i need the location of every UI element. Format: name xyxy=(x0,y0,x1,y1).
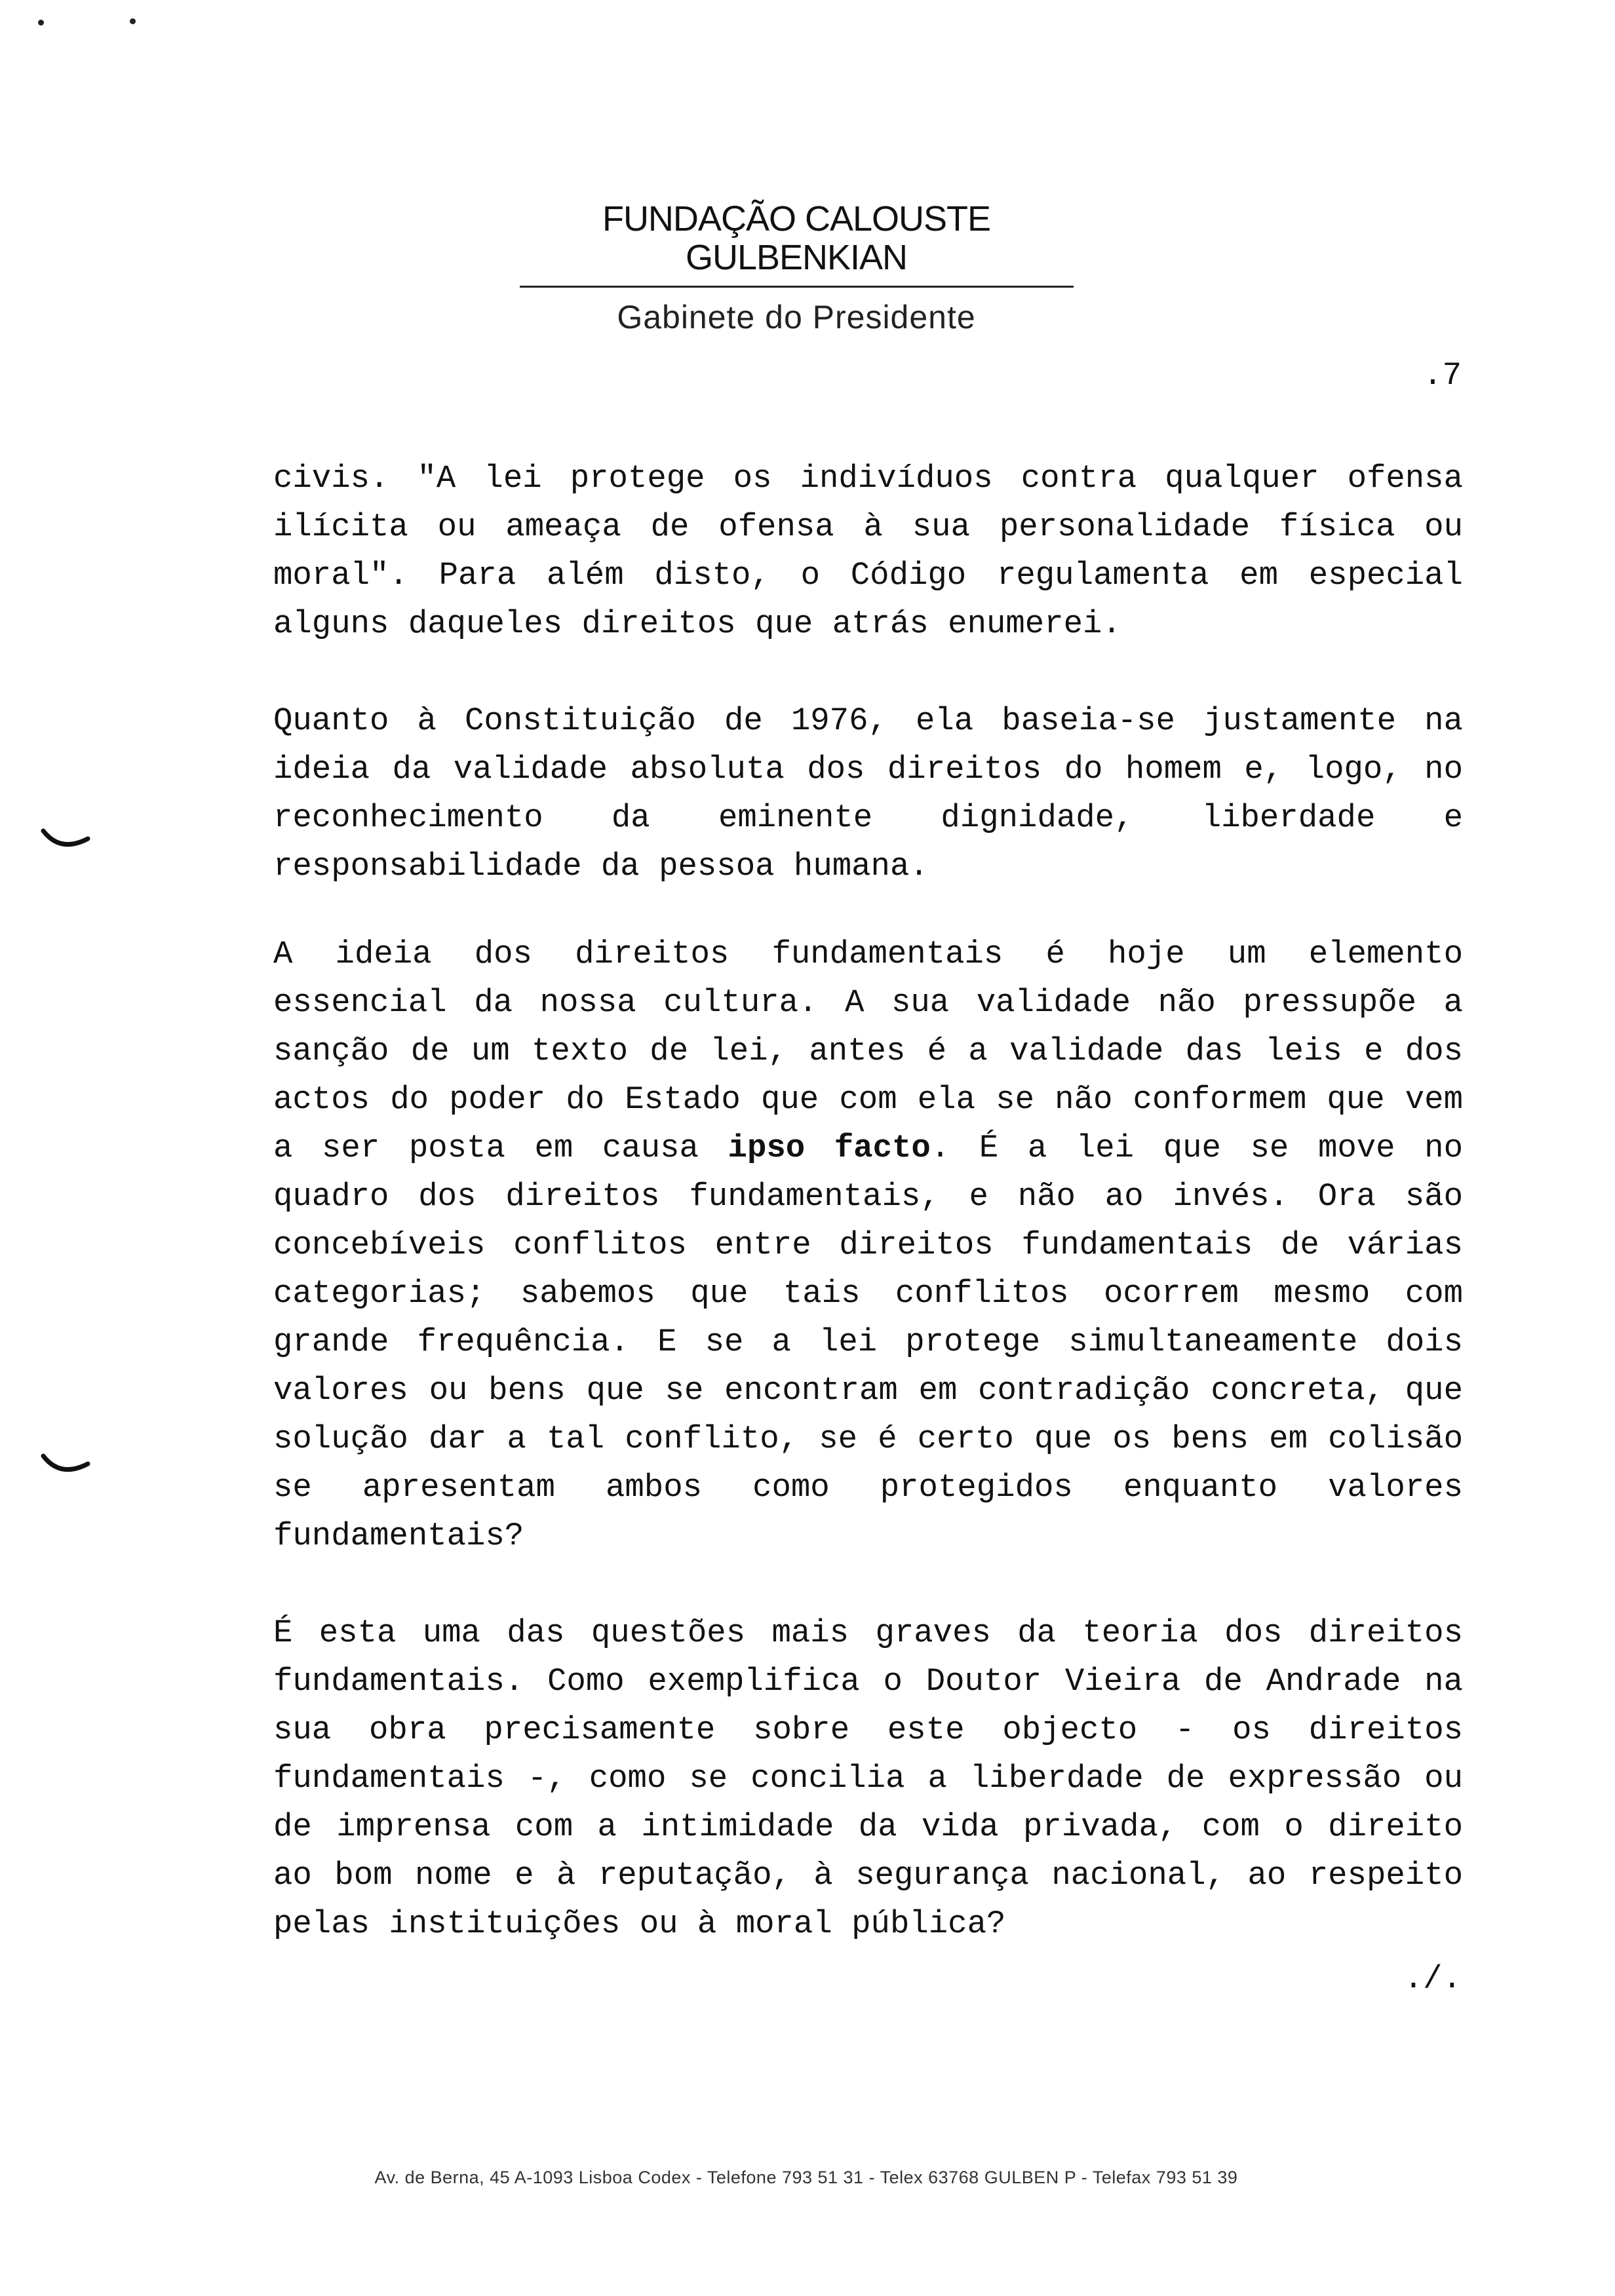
paragraph-4: É esta uma das questões mais graves da teoria dos direitos fundamentais. Como exemplifica o Doutor Vieira de Andrade na sua obra precisamente sobre este objecto - os direitos fundamentais -, como se concilia a liberdade de expressão ou de imprensa com a intimidade da vida privada, com o direito ao bom nome e à reputação, à segurança nacional, ao respeito pelas instituições ou à moral pública? xyxy=(273,1615,1463,1942)
letter-body xyxy=(273,454,1463,1948)
hole-punch-mark-lower xyxy=(41,1452,93,1477)
continuation-mark: ./. xyxy=(1403,1961,1462,1997)
latin-emphasis: ipso facto xyxy=(728,1130,931,1166)
paragraph-3-text-end: . É a lei que se move no quadro dos direitos fundamentais, e não ao invés. Ora são concebíveis conflitos entre direitos fundamentais de várias categorias; sabemos que tais conflitos ocorrem mesmo com grande frequência. E se a lei protege simultaneamente dois valores ou bens que se encontram em contradição concreta, que solução dar a tal conflito, se é certo que os bens em colisão se apresentam ambos como protegidos enquanto valores fundamentais? xyxy=(273,1130,1463,1554)
paragraph-3 xyxy=(273,930,1463,1560)
paragraph-1: civis. "A lei protege os indivíduos contra qualquer ofensa ilícita ou ameaça de ofensa à sua personalidade física ou moral". Para além disto, o Código regulamenta em especial alguns daqueles direitos que atrás enumerei. xyxy=(273,460,1463,642)
organization-name: FUNDAÇÃO CALOUSTE GULBENKIAN xyxy=(520,200,1074,288)
letterhead xyxy=(459,200,1134,335)
hole-punch-mark-upper xyxy=(41,827,93,852)
paragraph-3-text-start: A ideia dos direitos fundamentais é hoje um elemento essencial da nossa cultura. A sua validade não pressupõe a sanção de um texto de lei, antes é a validade das leis e dos actos do poder do Estado que com ela se não conformem que vem a ser posta em causa xyxy=(273,936,1463,1166)
scan-speck xyxy=(38,20,44,26)
scan-speck xyxy=(130,18,136,24)
paragraph-2: Quanto à Constituição de 1976, ela baseia-se justamente na ideia da validade absoluta dos direitos do homem e, logo, no reconhecimento da eminente dignidade, liberdade e responsabilidade da pessoa humana. xyxy=(273,702,1463,885)
office-name: Gabinete do Presidente xyxy=(617,298,976,335)
page-number: .7 xyxy=(1423,357,1462,394)
footer-address: Av. de Berna, 45 A-1093 Lisboa Codex - Telefone 793 51 31 - Telex 63768 GULBEN P - Telefax 793 51 39 xyxy=(374,2168,1238,2187)
